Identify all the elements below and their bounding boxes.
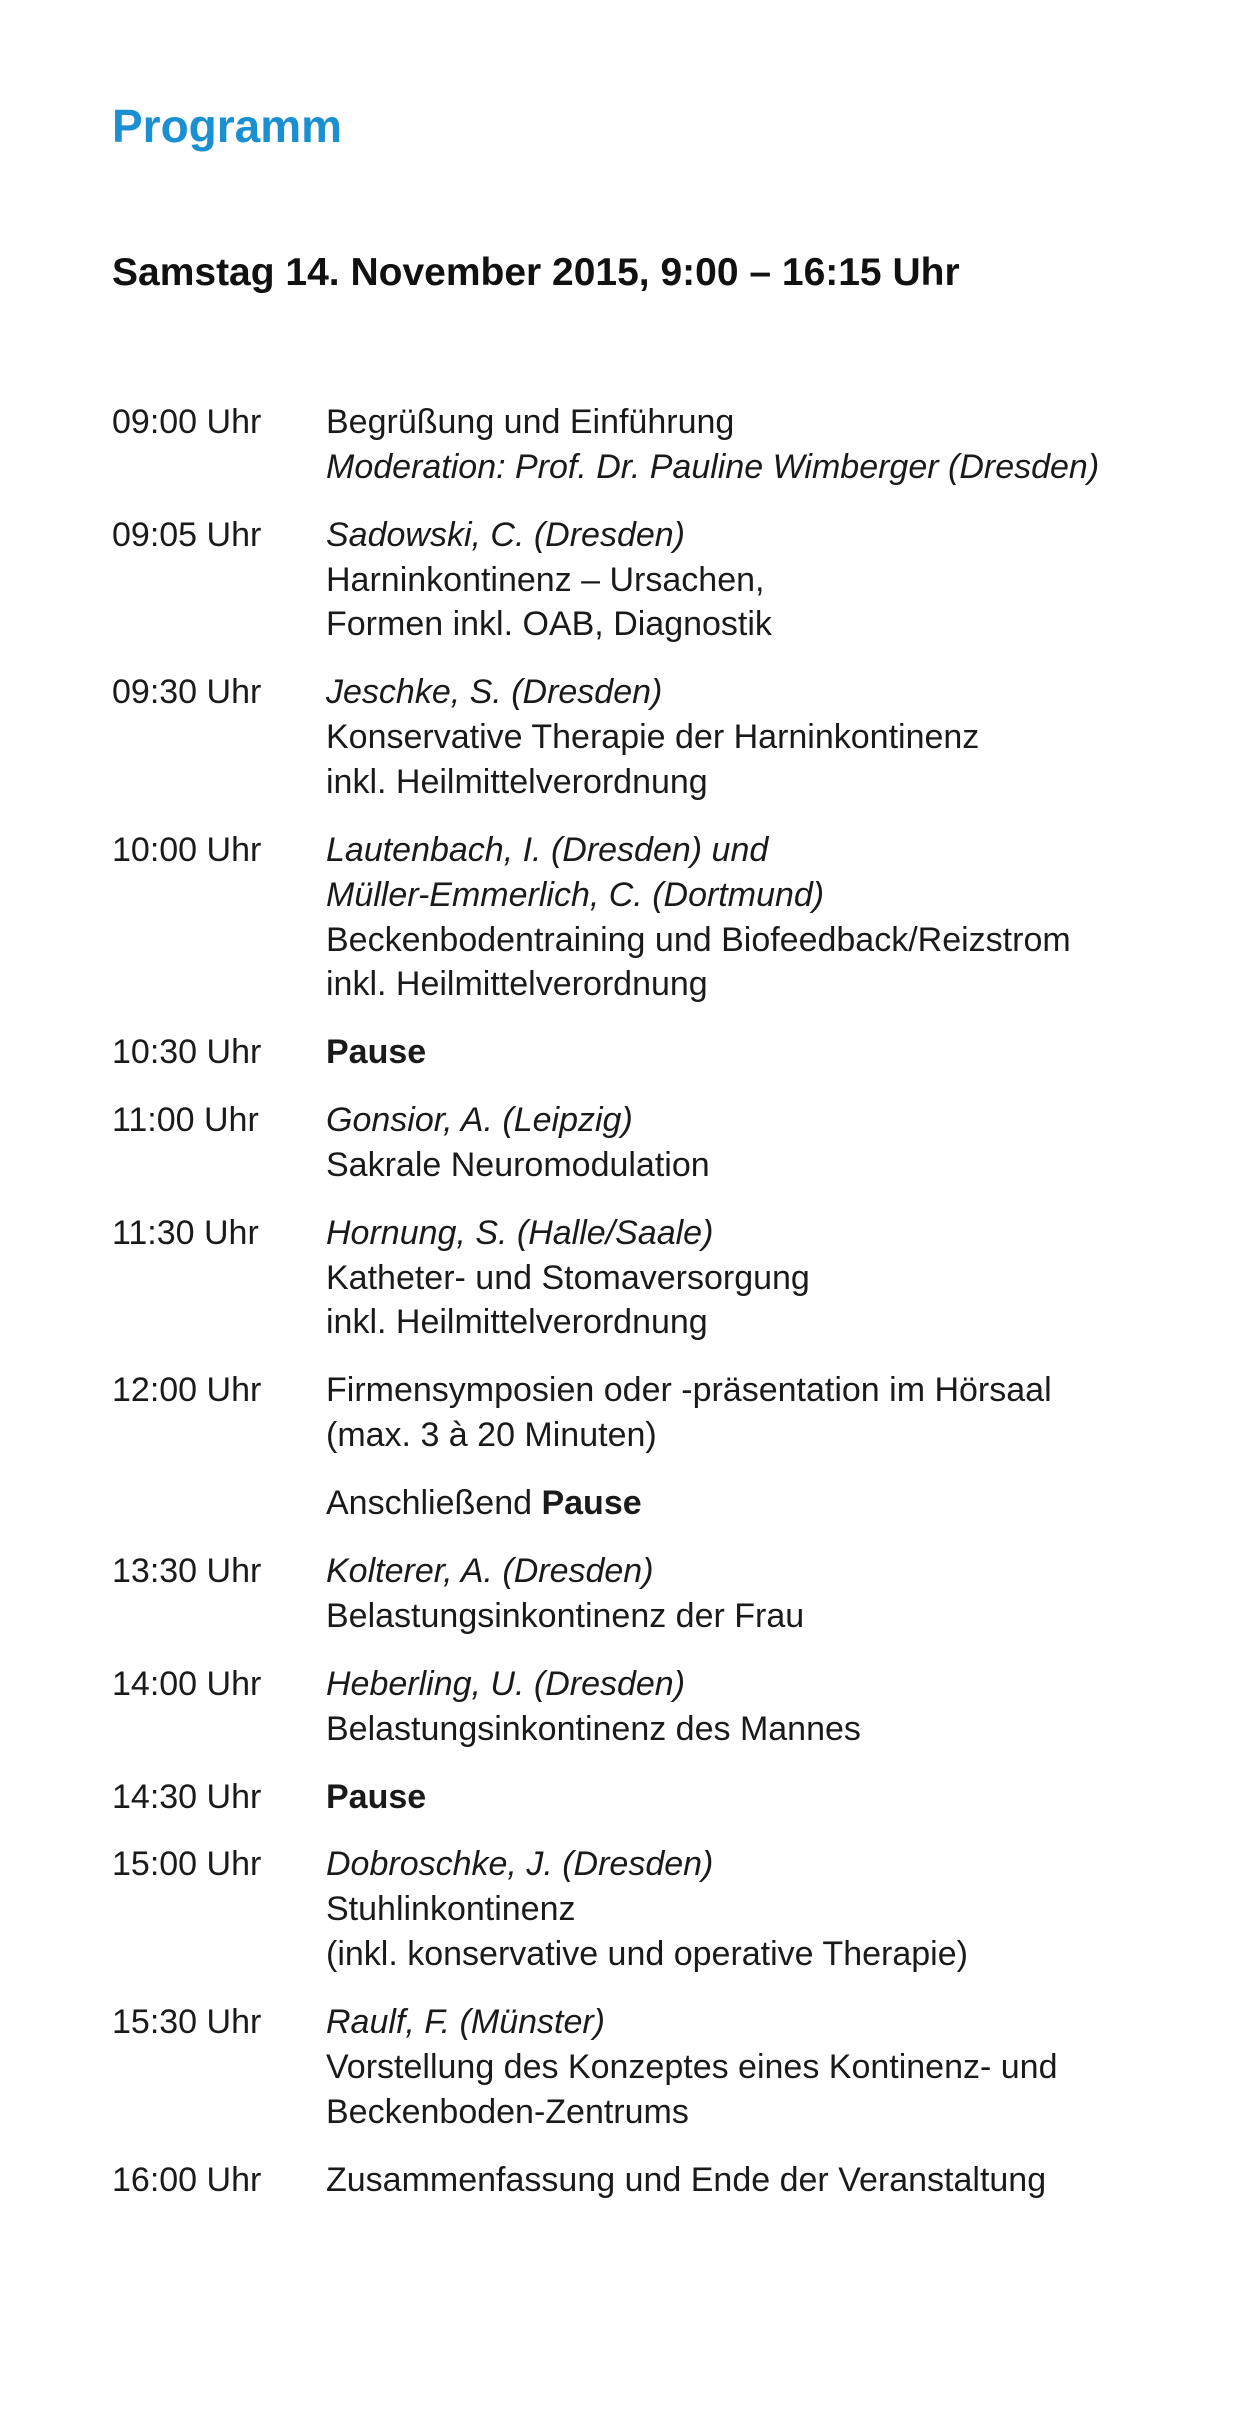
speaker-name (326, 670, 1192, 715)
schedule-row (112, 1549, 1192, 1639)
line-text: Kolterer, A. (Dresden) (326, 1552, 654, 1591)
schedule-content (326, 1211, 1192, 1345)
schedule-row (112, 1842, 1192, 1976)
speaker-name (326, 1098, 1192, 1143)
schedule-row (112, 1368, 1192, 1458)
schedule-content (326, 670, 1192, 804)
line-text: Vorstellung des Konzeptes eines Kontinenz- und (326, 2047, 1058, 2086)
schedule-time: 11:30 Uhr (112, 1213, 259, 1252)
session-text (326, 2045, 1192, 2090)
line-text: Pause (326, 1033, 427, 1072)
line-text: Begrüßung und Einführung (326, 403, 735, 441)
line-text: Harninkontinenz – Ursachen, (326, 560, 765, 599)
schedule-row (112, 1662, 1192, 1752)
session-text (326, 400, 1192, 445)
line-text: Katheter- und Stomaversorgung (326, 1258, 810, 1297)
line-text: Konservative Therapie der Harninkontinenz (326, 718, 980, 757)
session-text (326, 2090, 1192, 2135)
session-text (326, 1143, 1192, 1188)
speaker-name (326, 1662, 1192, 1707)
session-text (326, 2158, 1192, 2203)
schedule-time: 15:00 Uhr (112, 1845, 262, 1884)
line-text: Formen inkl. OAB, Diagnostik (326, 605, 772, 644)
break-label (326, 1030, 1192, 1075)
schedule-row (112, 828, 1192, 1007)
session-text (326, 558, 1192, 603)
schedule-time: 13:30 Uhr (112, 1552, 262, 1591)
session-text (326, 1413, 1192, 1458)
line-text: (inkl. konservative und operative Therapie) (326, 1935, 968, 1973)
line-text: Anschließend (326, 1484, 542, 1523)
schedule-row (112, 670, 1192, 804)
event-date-time: Samstag 14. November 2015, 9:00 – 16:15 Uhr (112, 251, 960, 294)
schedule-row (112, 2158, 1192, 2203)
line-text: inkl. Heilmittelverordnung (326, 762, 708, 801)
schedule-time: 09:05 Uhr (112, 515, 262, 554)
schedule-time: 14:30 Uhr (112, 1777, 262, 1816)
schedule-time: 10:00 Uhr (112, 830, 262, 869)
schedule-content (326, 2000, 1192, 2134)
schedule-content (326, 1662, 1192, 1752)
session-text (326, 760, 1192, 805)
session-text (326, 1300, 1192, 1345)
session-text (326, 1887, 1192, 1932)
line-text: Sakrale Neuromodulation (326, 1145, 710, 1184)
schedule-time: 16:00 Uhr (112, 2160, 262, 2199)
line-text: inkl. Heilmittelverordnung (326, 965, 708, 1004)
line-text: Zusammenfassung und Ende der Veranstaltung (326, 2160, 1047, 2199)
schedule-row (112, 1030, 1192, 1075)
line-text: Beckenbodentraining und Biofeedback/Reizstrom (326, 920, 1071, 959)
line-text: Pause (326, 1777, 427, 1816)
session-text (326, 715, 1192, 760)
line-text: Jeschke, S. (Dresden) (326, 673, 663, 712)
line-text: Beckenboden-Zentrums (326, 2092, 689, 2131)
schedule-list (112, 400, 1192, 2225)
session-text (326, 1707, 1192, 1752)
schedule-content (326, 400, 1192, 490)
break-label: Pause (541, 1484, 642, 1523)
schedule-content (326, 1549, 1192, 1639)
schedule-row (112, 513, 1192, 647)
line-text: Belastungsinkontinenz des Mannes (326, 1709, 861, 1748)
schedule-time: 15:30 Uhr (112, 2002, 262, 2041)
schedule-content (326, 2158, 1192, 2203)
line-text: Firmensymposien oder -präsentation im Hörsaal (326, 1371, 1052, 1410)
break-label (326, 1775, 1192, 1820)
schedule-content (326, 1775, 1192, 1820)
schedule-content (326, 1842, 1192, 1976)
speaker-name (326, 2000, 1192, 2045)
schedule-content (326, 1368, 1192, 1458)
speaker-name (326, 873, 1192, 918)
speaker-name (326, 828, 1192, 873)
schedule-time: 09:00 Uhr (112, 403, 262, 441)
schedule-time: 11:00 Uhr (112, 1101, 259, 1140)
line-text: Belastungsinkontinenz der Frau (326, 1596, 805, 1635)
line-text: Müller-Emmerlich, C. (Dortmund) (326, 875, 825, 914)
schedule-content (326, 1030, 1192, 1075)
line-text: Gonsior, A. (Leipzig) (326, 1101, 633, 1140)
schedule-content (326, 1481, 1192, 1526)
schedule-content (326, 1098, 1192, 1188)
speaker-name (326, 513, 1192, 558)
session-text (326, 918, 1192, 963)
line-text: Stuhlinkontinenz (326, 1890, 576, 1929)
page-title: Programm (112, 100, 343, 152)
session-text (326, 602, 1192, 647)
schedule-row (112, 1098, 1192, 1188)
line-text: Lautenbach, I. (Dresden) und (326, 830, 769, 869)
schedule-content (326, 828, 1192, 1007)
schedule-time: 12:00 Uhr (112, 1371, 262, 1410)
session-text (326, 1368, 1192, 1413)
session-text (326, 1932, 1192, 1977)
schedule-row (112, 1775, 1192, 1820)
line-text: Heberling, U. (Dresden) (326, 1664, 686, 1703)
line-text: Sadowski, C. (Dresden) (326, 515, 686, 554)
schedule-time: 10:30 Uhr (112, 1033, 262, 1072)
speaker-name (326, 1211, 1192, 1256)
line-text: Dobroschke, J. (Dresden) (326, 1845, 714, 1884)
schedule-time: 09:30 Uhr (112, 673, 262, 712)
line-text: Hornung, S. (Halle/Saale) (326, 1213, 714, 1252)
line-text: Moderation: Prof. Dr. Pauline Wimberger (Dresden) (326, 447, 1100, 486)
schedule-time: 14:00 Uhr (112, 1664, 262, 1703)
speaker-name (326, 1549, 1192, 1594)
session-text (326, 1481, 1192, 1526)
line-text: inkl. Heilmittelverordnung (326, 1303, 708, 1342)
line-text: (max. 3 à 20 Minuten) (326, 1416, 657, 1455)
schedule-row (112, 2000, 1192, 2134)
schedule-content (326, 513, 1192, 647)
session-text (326, 962, 1192, 1007)
schedule-row (112, 400, 1192, 490)
schedule-row (112, 1481, 1192, 1526)
session-text (326, 1594, 1192, 1639)
speaker-name (326, 1842, 1192, 1887)
schedule-row (112, 1211, 1192, 1345)
speaker-name (326, 445, 1192, 490)
session-text (326, 1256, 1192, 1301)
line-text: Raulf, F. (Münster) (326, 2002, 606, 2041)
